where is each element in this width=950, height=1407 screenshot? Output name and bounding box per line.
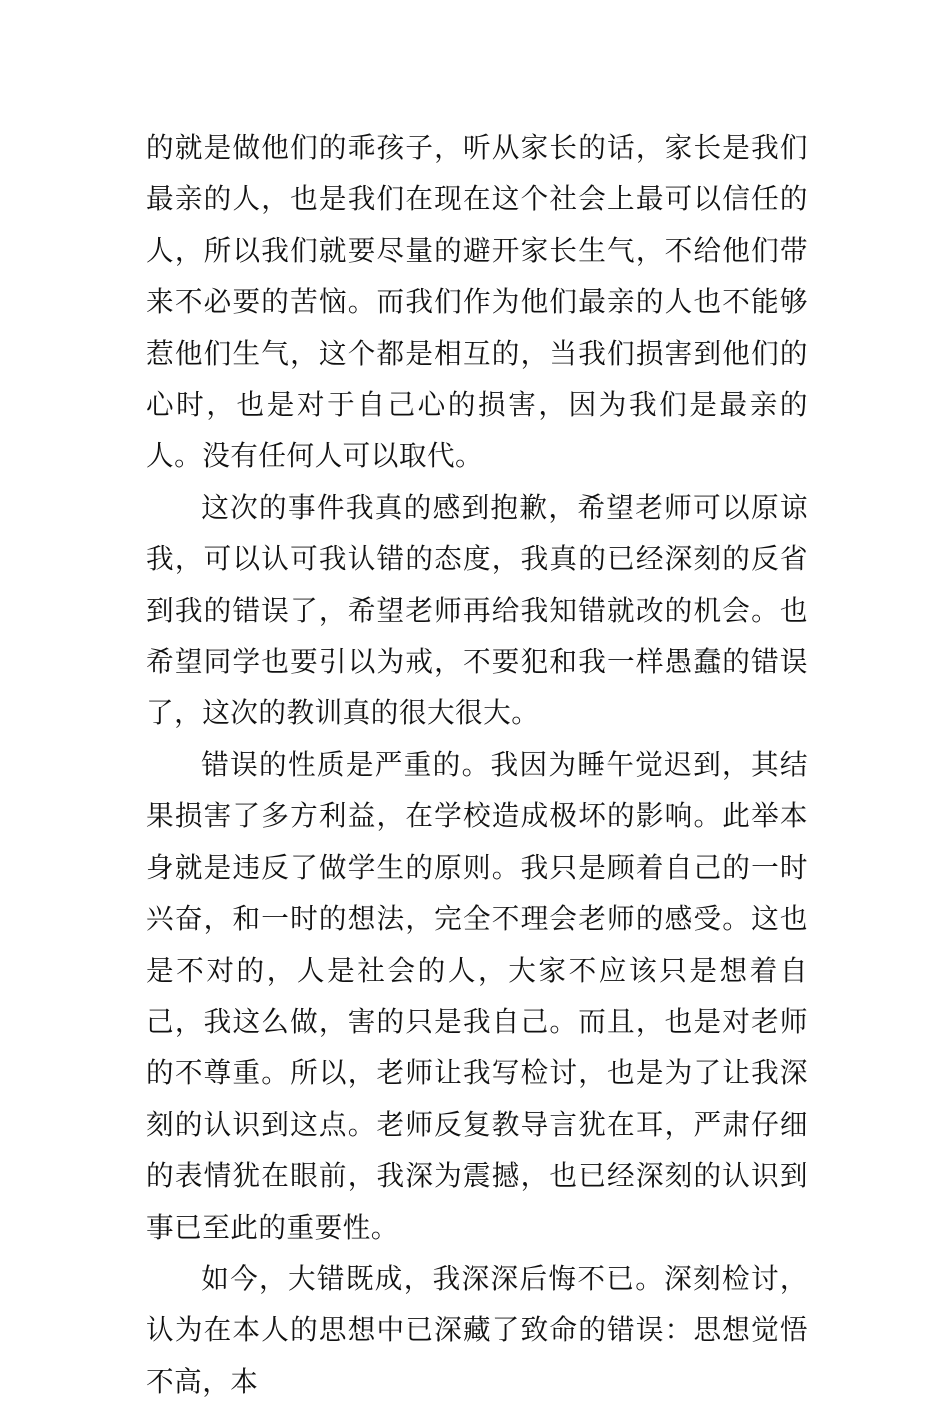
paragraph-4: 如今，大错既成，我深深后悔不已。深刻检讨，认为在本人的思想中已深藏了致命的错误：思想觉悟不高，本	[146, 1261, 808, 1398]
document-body	[146, 122, 808, 1407]
paragraph-1: 的就是做他们的乖孩子，听从家长的话，家长是我们最亲的人，也是我们在现在这个社会上最可以信任的人，所以我们就要尽量的避开家长生气，不给他们带来不必要的苦恼。而我们作为他们最亲的人也不能够惹他们生气，这个都是相互的，当我们损害到他们的心时，也是对于自己心的损害，因为我们是最亲的人。没有任何人可以取代。	[146, 131, 808, 473]
paragraph-3: 错误的性质是严重的。我因为睡午觉迟到，其结果损害了多方利益，在学校造成极坏的影响。此举本身就是违反了做学生的原则。我只是顾着自己的一时兴奋，和一时的想法，完全不理会老师的感受。这也是不对的，人是社会的人，大家不应该只是想着自己，我这么做，害的只是我自己。而且，也是对老师的不尊重。所以，老师让我写检讨，也是为了让我深刻的认识到这点。老师反复教导言犹在耳，严肃仔细的表情犹在眼前，我深为震撼，也已经深刻的认识到事已至此的重要性。	[146, 747, 808, 1244]
paragraph-2: 这次的事件我真的感到抱歉，希望老师可以原谅我，可以认可我认错的态度，我真的已经深刻的反省到我的错误了，希望老师再给我知错就改的机会。也希望同学也要引以为戒，不要犯和我一样愚蠢的错误了，这次的教训真的很大很大。	[146, 490, 808, 730]
